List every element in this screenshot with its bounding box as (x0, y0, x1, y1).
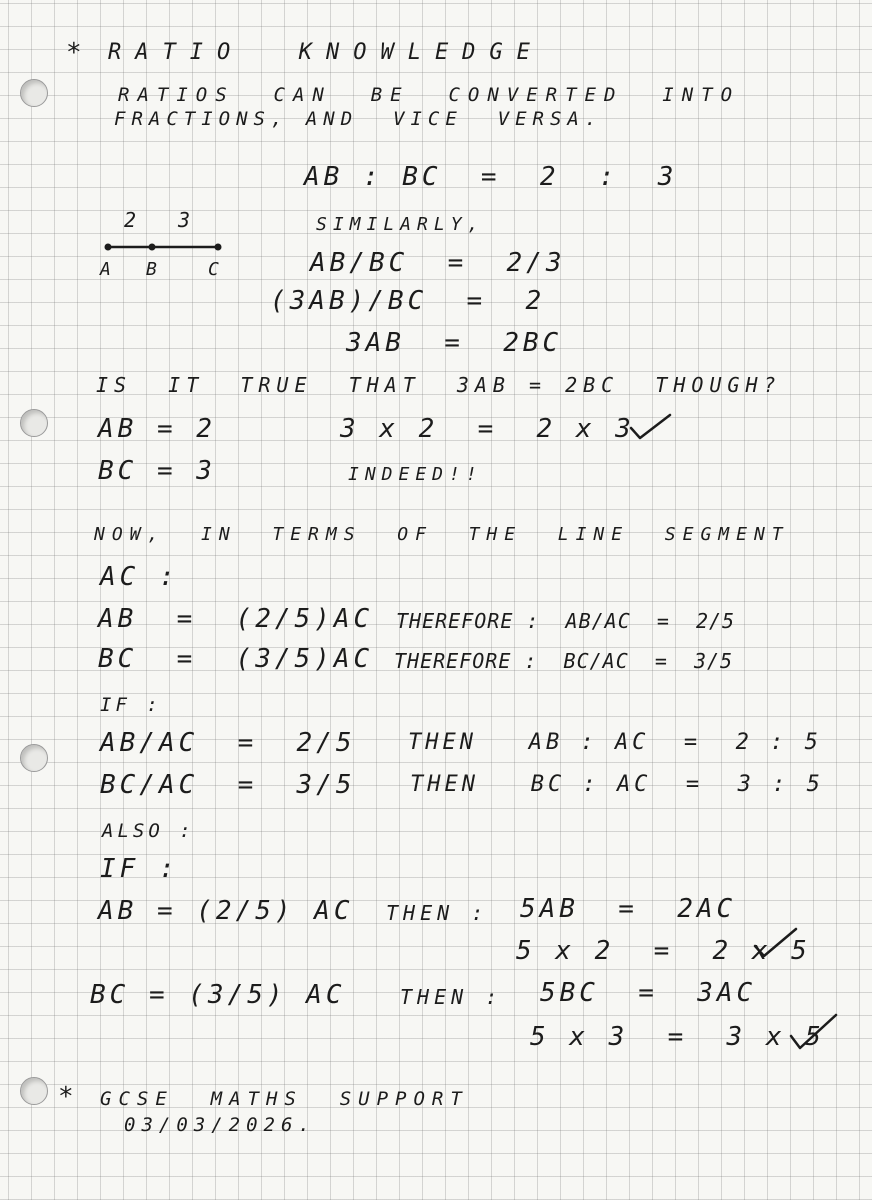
ratio-main: AB : BC = 2 : 3 (304, 162, 678, 192)
check-question: IS IT TRUE THAT 3AB = 2BC THOUGH? (96, 373, 782, 397)
ab-therefore: THEREFORE : AB/AC = 2/5 (396, 609, 736, 633)
checkmark-icon (788, 1012, 838, 1052)
indeed-label: INDEED!! (348, 464, 483, 485)
ab-final-then: THEN : (386, 901, 489, 925)
if-label: IF : (100, 694, 162, 716)
point-c-label: C (208, 259, 219, 280)
point-b-dot (149, 244, 156, 251)
segment-bc-length: 3 (178, 208, 191, 232)
product-check: 3 x 2 = 2 x 3 (340, 414, 635, 444)
intro-line-2: FRACTIONS, AND VICE VERSA. (114, 108, 603, 130)
bc-ac-then: THEN BC : AC = 3 : 5 (410, 772, 824, 797)
punch-hole (20, 409, 48, 437)
ratio-step-1: AB/BC = 2/3 (310, 248, 566, 278)
bc-final-check: 5 x 3 = 3 x 5 (530, 1022, 825, 1052)
page-title: RATIO KNOWLEDGE (108, 40, 544, 65)
line-segment-diagram (96, 205, 236, 285)
point-a-label: A (100, 259, 111, 280)
bc-ac-fraction: BC/AC = 3/5 (100, 770, 356, 800)
ab-final-line: AB = (2/5) AC (98, 896, 354, 926)
point-a-dot (105, 244, 112, 251)
bc-final-then: THEN : (400, 985, 503, 1009)
footer-star-icon: * (58, 1082, 78, 1112)
footer-date: 03/03/2026. (124, 1114, 316, 1136)
if-label-2: IF : (100, 854, 179, 884)
intro-line-1: RATIOS CAN BE CONVERTED INTO (118, 84, 741, 106)
ab-final-result: 5AB = 2AC (520, 894, 737, 924)
ratio-step-3: 3AB = 2BC (346, 328, 563, 358)
segment-intro-2: AC : (100, 562, 179, 592)
ab-ac-fraction: AB/AC = 2/5 (100, 728, 356, 758)
checkmark-icon (628, 412, 672, 442)
punch-hole (20, 744, 48, 772)
bc-fraction-line: BC = (3/5)AC (98, 644, 374, 674)
bc-therefore: THEREFORE : BC/AC = 3/5 (394, 649, 734, 673)
point-c-dot (215, 244, 222, 251)
point-b-label: B (146, 259, 157, 280)
ab-ac-then: THEN AB : AC = 2 : 5 (408, 730, 822, 755)
bc-value: BC = 3 (98, 456, 216, 486)
bc-final-result: 5BC = 3AC (540, 978, 757, 1008)
ab-value: AB = 2 (98, 414, 216, 444)
punch-hole (20, 1077, 48, 1105)
checkmark-icon (752, 926, 798, 960)
ratio-step-2: (3AB)/BC = 2 (270, 286, 546, 316)
similarly-label: SIMILARLY, (316, 214, 485, 235)
segment-ab-length: 2 (124, 208, 137, 232)
segment-intro-1: NOW, IN TERMS OF THE LINE SEGMENT (94, 524, 790, 545)
title-star-icon: * (66, 38, 86, 68)
bc-final-line: BC = (3/5) AC (90, 980, 346, 1010)
ab-final-check: 5 x 2 = 2 x 5 (516, 936, 811, 966)
also-label: ALSO : (102, 820, 195, 842)
ab-fraction-line: AB = (2/5)AC (98, 604, 374, 634)
footer-title: GCSE MATHS SUPPORT (100, 1088, 469, 1110)
punch-hole (20, 79, 48, 107)
